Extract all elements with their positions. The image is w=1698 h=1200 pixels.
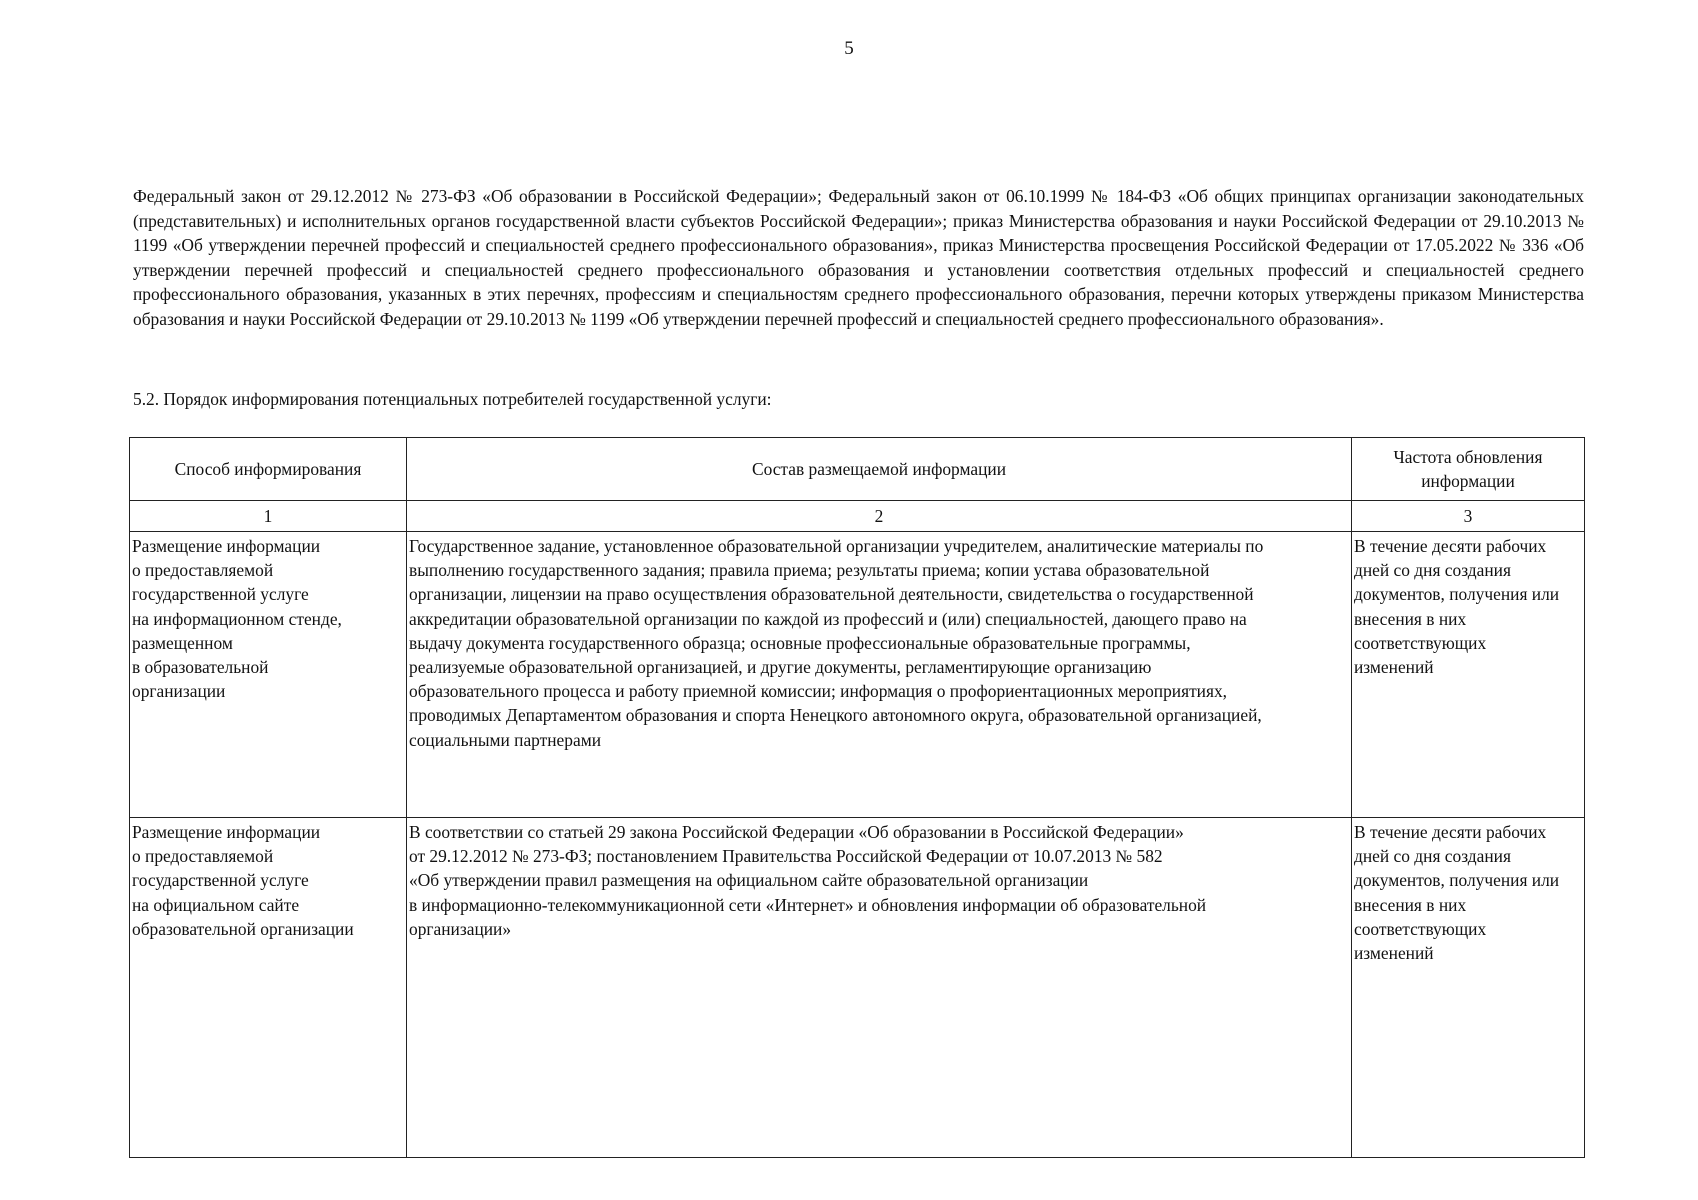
cell-line: внесения в них xyxy=(1354,894,1467,915)
cell-line: В соответствии со статьей 29 закона Российской Федерации «Об образовании в Российской Федерации» xyxy=(409,822,1184,842)
cell-line: аккредитации образовательной организации по каждой из профессий и (или) специальностей, дающего право на xyxy=(409,608,1247,629)
table-row xyxy=(130,818,1585,1158)
cell-line: организации, лицензии на право осуществления образовательной деятельности, свидетельства о государственной xyxy=(409,584,1254,605)
header-frequency xyxy=(1352,438,1585,501)
cell-line: о предоставляемой xyxy=(132,560,274,581)
informing-procedure-table xyxy=(129,437,1585,1158)
header-frequency-line-1: Частота обновления xyxy=(1393,446,1543,467)
cell-line: изменений xyxy=(1354,657,1434,678)
section-title: 5.2. Порядок информирования потенциальных потребителей государственной услуги: xyxy=(133,389,772,409)
header-method: Способ информирования xyxy=(130,438,407,501)
header-frequency-line-2: информации xyxy=(1421,471,1515,491)
cell-line: В течение десяти рабочих xyxy=(1354,536,1547,556)
cell-line: дней со дня создания xyxy=(1354,846,1511,867)
row-2-method-cell xyxy=(130,818,407,1158)
cell-line: о предоставляемой xyxy=(132,846,274,867)
cell-line: изменений xyxy=(1354,943,1434,964)
cell-line: государственной услуге xyxy=(132,584,309,605)
row-1-method-cell xyxy=(130,532,407,818)
header-content: Состав размещаемой информации xyxy=(407,438,1352,501)
table-row xyxy=(130,532,1585,818)
legal-basis-paragraph: Федеральный закон от 29.12.2012 № 273-ФЗ «Об образовании в Российской Федерации»; Федеральный закон от 06.10.1999 № 184-ФЗ «Об общих принципах организации законодательных (представительных) и исполнительных органов государственной власти субъектов Российской Федерации»; приказ Министерства образования и науки Российской Федерации от 29.10.2013 № 1199 «Об утверждении перечней профессий и специальностей среднего профессионального образования», приказ Министерства просвещения Российской Федерации от 17.05.2022 № 336 «Об утверждении перечней профессий и специальностей среднего профессионального образования и установлении соответствия отдельных профессий и специальностей среднего профессионального образования, указанных в этих перечнях, профессиям и специальностям среднего профессионального образования, перечни которых утверждены приказом Министерства образования и науки Российской Федерации от 29.10.2013 № 1199 «Об утверждении перечней профессий и специальностей среднего профессионального образования». xyxy=(133,186,1584,329)
row-1-frequency-cell xyxy=(1352,532,1585,818)
cell-line: проводимых Департаментом образования и спорта Ненецкого автономного округа, образовательной организацией, xyxy=(409,705,1262,726)
cell-line: образовательного процесса и работу приемной комиссии; информация о профориентационных мероприятиях, xyxy=(409,681,1228,702)
cell-line: соответствующих xyxy=(1354,632,1487,653)
column-number-1: 1 xyxy=(130,501,407,532)
column-number-3: 3 xyxy=(1352,501,1585,532)
cell-line: от 29.12.2012 № 273-ФЗ; постановлением Правительства Российской Федерации от 10.07.2013 № 582 xyxy=(409,846,1163,867)
cell-line: В течение десяти рабочих xyxy=(1354,822,1547,842)
cell-line: реализуемые образовательной организацией, и другие документы, регламентирующие организацию xyxy=(409,657,1152,678)
cell-line: Размещение информации xyxy=(132,822,321,842)
cell-line: организации xyxy=(132,681,226,702)
cell-line: организации» xyxy=(409,918,512,939)
cell-line: Государственное задание, установленное образовательной организации учредителем, аналитические материалы по xyxy=(409,536,1264,556)
cell-line: документов, получения или xyxy=(1354,584,1560,605)
column-number-row xyxy=(130,501,1585,532)
row-2-frequency-cell xyxy=(1352,818,1585,1158)
page-number: 5 xyxy=(844,38,854,59)
cell-line: выполнению государственного задания; правила приема; результаты приема; копии устава образовательной xyxy=(409,560,1210,581)
cell-line: выдачу документа государственного образца; основные профессиональные образовательные программы, xyxy=(409,632,1191,653)
cell-line: «Об утверждении правил размещения на официальном сайте образовательной организации xyxy=(409,870,1089,891)
row-1-content-cell xyxy=(407,532,1352,818)
column-number-2: 2 xyxy=(407,501,1352,532)
cell-line: образовательной организации xyxy=(132,918,354,939)
cell-line: государственной услуге xyxy=(132,870,309,891)
cell-line: Размещение информации xyxy=(132,536,321,556)
cell-line: соответствующих xyxy=(1354,918,1487,939)
cell-line: в образовательной xyxy=(132,657,269,678)
cell-line: документов, получения или xyxy=(1354,870,1560,891)
cell-line: на официальном сайте xyxy=(132,894,300,915)
cell-line: дней со дня создания xyxy=(1354,560,1511,581)
cell-line: внесения в них xyxy=(1354,608,1467,629)
row-2-content-cell xyxy=(407,818,1352,1158)
cell-line: размещенном xyxy=(132,632,233,653)
cell-line: социальными партнерами xyxy=(409,729,602,750)
cell-line: в информационно-телекоммуникационной сети «Интернет» и обновления информации об образовательной xyxy=(409,894,1207,915)
table-header-row xyxy=(130,438,1585,501)
cell-line: на информационном стенде, xyxy=(132,608,342,629)
